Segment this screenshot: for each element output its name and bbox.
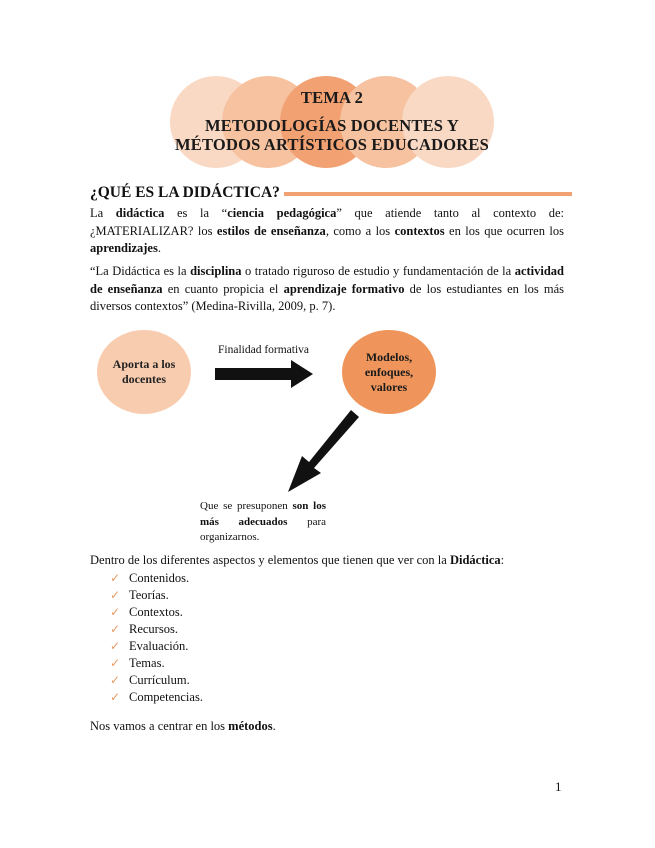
paragraph-quote: “La Didáctica es la disciplina o tratado riguroso de estudio y fundamentación de la actividad de enseñanza en cuanto propicia el aprendizaje formativo de los estudiantes en los más diversos contextos” (Medina-Rivilla, 2009, p. 7). bbox=[90, 264, 565, 313]
list-item: ✓ Recursos. bbox=[110, 622, 178, 636]
heading-rule bbox=[276, 192, 572, 196]
list-item: ✓ Evaluación. bbox=[110, 639, 189, 653]
list-item: ✓ Currículum. bbox=[110, 673, 190, 687]
section-heading: ¿QUÉ ES LA DIDÁCTICA? bbox=[90, 184, 284, 202]
check-icon: ✓ bbox=[110, 588, 121, 602]
topic-label: TEMA 2 bbox=[300, 88, 364, 107]
paragraph-definition: La didáctica es la “ciencia pedagógica” que atiende tanto al contexto de: ¿MATERIALIZAR? los estilos de enseñanza, como a los contextos en los que ocurren los aprendizajes. bbox=[90, 206, 565, 255]
diagram-circle-modelos: Modelos, enfoques, valores bbox=[342, 330, 436, 414]
check-icon: ✓ bbox=[110, 690, 121, 704]
right-arrow-icon bbox=[215, 360, 315, 388]
check-icon: ✓ bbox=[110, 639, 121, 653]
check-icon: ✓ bbox=[110, 571, 121, 585]
diagram-note: Que se presuponen son los más adecuados para organizarnos. bbox=[200, 500, 326, 543]
list-item: ✓ Contenidos. bbox=[110, 571, 190, 585]
check-icon: ✓ bbox=[110, 605, 121, 619]
diagonal-arrow-icon bbox=[288, 410, 364, 494]
closing-sentence: Nos vamos a centrar en los métodos. bbox=[90, 719, 276, 733]
page-title-line1: METODOLOGÍAS DOCENTES Y bbox=[205, 116, 459, 135]
page-title-line2: MÉTODOS ARTÍSTICOS EDUCADORES bbox=[175, 135, 489, 154]
list-intro: Dentro de los diferentes aspectos y elementos que tienen que ver con la Didáctica: bbox=[90, 553, 505, 567]
diagram-circle-docentes: Aporta a los docentes bbox=[97, 330, 191, 414]
aspects-list bbox=[110, 570, 203, 706]
check-icon: ✓ bbox=[110, 622, 121, 636]
check-icon: ✓ bbox=[110, 673, 121, 687]
check-icon: ✓ bbox=[110, 656, 121, 670]
arrow-label: Finalidad formativa bbox=[218, 344, 310, 356]
page-number: 1 bbox=[555, 779, 562, 794]
list-item: ✓ Temas. bbox=[110, 656, 165, 670]
list-item: ✓ Competencias. bbox=[110, 690, 203, 704]
list-item: ✓ Contextos. bbox=[110, 605, 183, 619]
list-item: ✓ Teorías. bbox=[110, 588, 169, 602]
